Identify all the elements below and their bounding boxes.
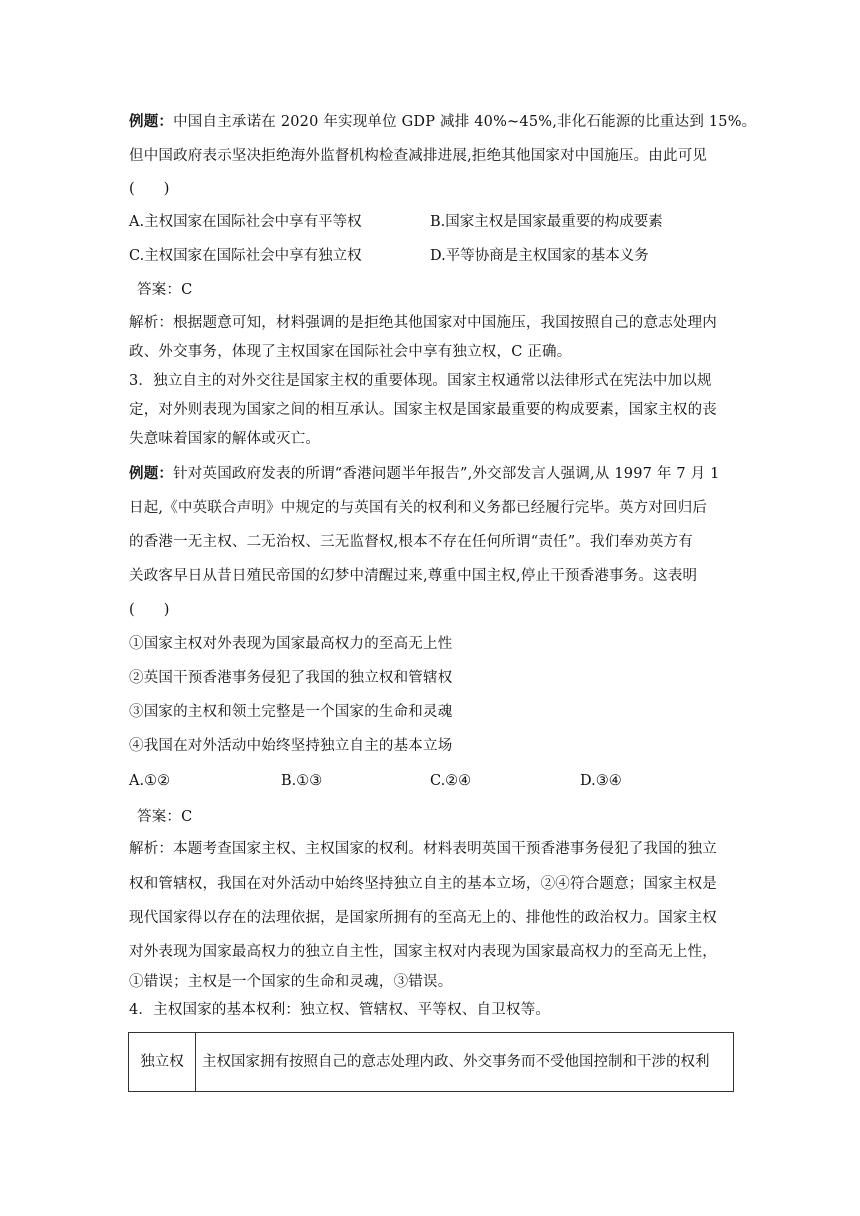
example2-line3: 的香港一无主权、二无治权、三无监督权,根本不存在任何所谓“责任”。我们奉劝英方有 bbox=[129, 534, 693, 550]
example2-line4: 关政客早日从昔日殖民帝国的幻梦中清醒过来,尊重中国主权,停止干预香港事务。这表明 bbox=[129, 568, 698, 584]
point4-line: 4．主权国家的基本权利：独立权、管辖权、平等权、自卫权等。 bbox=[129, 1002, 551, 1018]
table-cell-right-name: 独立权 bbox=[129, 1033, 196, 1092]
example2-line1 bbox=[129, 464, 720, 484]
example2-bracket: ( ) bbox=[129, 602, 170, 618]
example1-analysis-line1: 解析：根据题意可知，材料强调的是拒绝其他国家对中国施压，我国按照自己的意志处理内 bbox=[129, 315, 717, 331]
table-cell-right-description: 主权国家拥有按照自己的意志处理内政、外交事务而不受他国控制和干涉的权利 bbox=[196, 1033, 734, 1092]
example1-option-b: B.国家主权是国家最重要的构成要素 bbox=[430, 214, 663, 230]
example1-bracket: ( ) bbox=[129, 181, 170, 197]
example1-option-d: D.平等协商是主权国家的基本义务 bbox=[430, 248, 649, 264]
example1-option-c: C.主权国家在国际社会中享有独立权 bbox=[129, 248, 362, 264]
example2-option-a: A.①② bbox=[129, 773, 171, 789]
example2-analysis-line4: 对外表现为国家最高权力的独立自主性，国家主权对内表现为国家最高权力的至高无上性， bbox=[129, 944, 717, 960]
example2-analysis-line1: 解析：本题考查国家主权、主权国家的权利。材料表明英国干预香港事务侵犯了我国的独立 bbox=[129, 841, 717, 857]
example1-answer: 答案：C bbox=[137, 282, 193, 298]
example1-analysis-line2: 政、外交事务，体现了主权国家在国际社会中享有独立权，C 正确。 bbox=[129, 344, 572, 360]
rights-table bbox=[128, 1032, 734, 1092]
example2-answer: 答案：C bbox=[137, 809, 193, 825]
example2-option-d: D.③④ bbox=[580, 773, 622, 789]
example2-label: 例题： bbox=[129, 465, 174, 482]
example1-line1 bbox=[129, 112, 756, 132]
example2-text-line1: 针对英国政府发表的所谓“香港问题半年报告”,外交部发言人强调,从 1997 年 7 月 1 bbox=[173, 466, 720, 482]
example2-item-1: ①国家主权对外表现为国家最高权力的至高无上性 bbox=[129, 636, 453, 652]
example2-option-b: B.①③ bbox=[281, 773, 323, 789]
example1-label: 例题： bbox=[129, 113, 174, 130]
example1-option-a: A.主权国家在国际社会中享有平等权 bbox=[129, 214, 362, 230]
example2-item-3: ③国家的主权和领土完整是一个国家的生命和灵魂 bbox=[129, 704, 453, 720]
example2-analysis-line2: 权和管辖权，我国在对外活动中始终坚持独立自主的基本立场，②④符合题意；国家主权是 bbox=[129, 876, 717, 892]
example2-item-4: ④我国在对外活动中始终坚持独立自主的基本立场 bbox=[129, 738, 453, 754]
example2-item-2: ②英国干预香港事务侵犯了我国的独立权和管辖权 bbox=[129, 670, 453, 686]
point3-line3: 失意味着国家的解体或灭亡。 bbox=[129, 431, 321, 447]
example1-text-line1: 中国自主承诺在 2020 年实现单位 GDP 减排 40%~45%,非化石能源的比重达到 15%。 bbox=[173, 114, 757, 130]
example1-line2: 但中国政府表示坚决拒绝海外监督机构检查减排进展,拒绝其他国家对中国施压。由此可见 bbox=[129, 148, 708, 164]
point3-line1: 3．独立自主的对外交往是国家主权的重要体现。国家主权通常以法律形式在宪法中加以规 bbox=[129, 373, 712, 389]
table-row bbox=[129, 1033, 734, 1092]
point3-line2: 定，对外则表现为国家之间的相互承认。国家主权是国家最重要的构成要素，国家主权的丧 bbox=[129, 402, 717, 418]
example2-line2: 日起,《中英联合声明》中规定的与英国有关的权利和义务都已经履行完毕。英方对回归后 bbox=[129, 500, 708, 516]
example2-analysis-line3: 现代国家得以存在的法理依据，是国家所拥有的至高无上的、排他性的政治权力。国家主权 bbox=[129, 910, 717, 926]
example2-analysis-line5: ①错误；主权是一个国家的生命和灵魂，③错误。 bbox=[129, 974, 453, 990]
example2-option-c: C.②④ bbox=[430, 773, 472, 789]
